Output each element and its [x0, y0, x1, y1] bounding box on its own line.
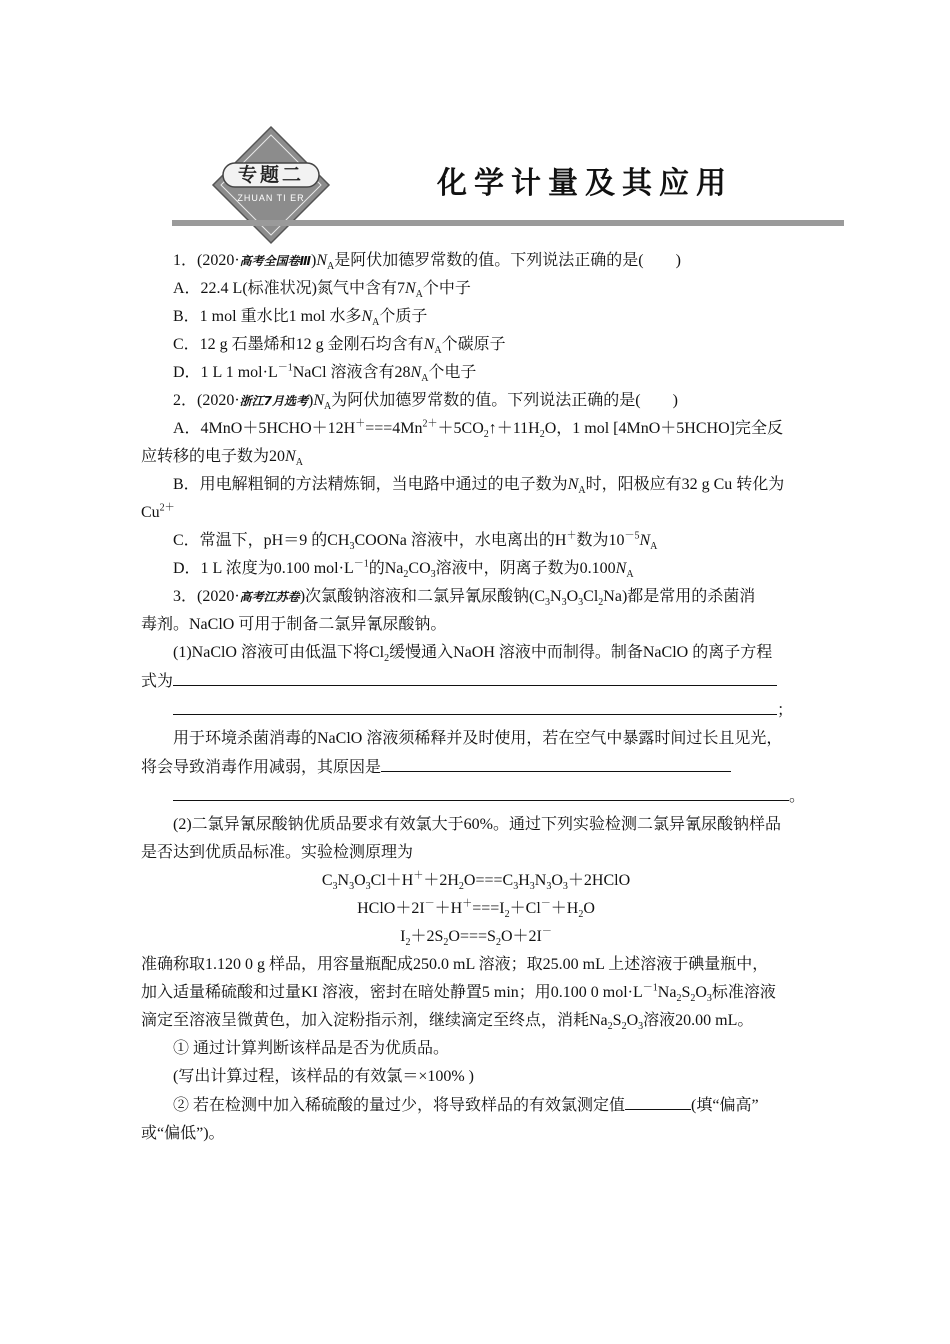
q3-part1-reason: 用于环境杀菌消毒的NaClO 溶液须稀释并及时使用，若在空气中暴露时间过长且见光，: [173, 730, 783, 747]
q3-part2: (2)二氯异氰尿酸钠优质品要求有效氯大于60%。通过下列实验检测二氯异氰尿酸钠样品: [173, 816, 781, 833]
q3-subq2: ② 若在检测中加入稀硫酸的量过少，将导致样品的有效氯测定值 (填“偏高”: [141, 1091, 811, 1120]
answer-blank-reason[interactable]: [381, 753, 731, 772]
header-divider: [172, 220, 844, 226]
equation-3: $I_2+2S_2O===S_2O+2I^-$: [400, 926, 552, 949]
q3-part1-reason-line: 将会导致消毒作用减弱，其原因是: [141, 753, 811, 782]
q2-option-b-cont: $Cu^{2+}$: [141, 502, 175, 521]
q3-part2-cont: 是否达到优质品标准。实验检测原理为: [141, 844, 414, 861]
q2-option-a-cont: 应转移的电子数为$20N_A$: [141, 448, 303, 469]
q1-option-b: B．1 mol 重水比1 mol 水多$N_A$个质子: [173, 308, 428, 329]
chapter-header: [0, 0, 950, 245]
page-title: 化学计量及其应用: [437, 166, 733, 201]
document-body: [141, 247, 811, 1148]
q3-part1-reason-line2: 。: [141, 782, 811, 811]
chapter-badge-title: 专题二: [237, 164, 304, 186]
q2-option-a: A．$4MnO+5HCHO+12H^+===4Mn^{2+}+5CO_2↑+11H_2O$，1 mol [4MnO＋5HCHO]完全反: [173, 418, 783, 441]
q3-part1-answer-line1: 式为: [141, 667, 811, 696]
q2-source: 浙江7月选考: [239, 394, 309, 408]
chapter-badge-pinyin: ZHUAN TI ER: [237, 193, 305, 203]
q1-source: 高考全国卷Ⅲ: [239, 254, 312, 268]
equation-1: $C_3N_3O_3Cl+H^++2H_2O===C_3H_3N_3O_3+2HClO$: [321, 870, 631, 893]
q2-option-d: D．1 L 浓度为0.100 $mol\cdot L^{-1}$的$Na_2CO_3$溶液中，阴离子数为$0.100N_A$: [173, 558, 634, 581]
q1-option-c: C．12 g 石墨烯和12 g 金刚石均含有$N_A$个碳原子: [173, 336, 506, 357]
q3-stem: 3．(2020·高考江苏卷)次氯酸钠溶液和二氯异氰尿酸钠$(C_3N_3O_3Cl_2Na)$都是常用的杀菌消: [173, 588, 756, 609]
q3-procedure-cont2: 滴定至溶液呈微黄色，加入淀粉指示剂，继续滴定至终点，消耗$Na_2S_2O_3$溶液20.00 mL。: [141, 1012, 754, 1033]
q3-stem-cont: 毒剂。NaClO 可用于制备二氯异氰尿酸钠。: [141, 616, 447, 633]
q3-procedure-cont1: 加入适量稀硫酸和过量KI 溶液，密封在暗处静置5 min；用0.100 0 $mol\cdot L^{-1}Na_2S_2O_3$标准溶液: [141, 982, 776, 1005]
answer-blank-effect[interactable]: [625, 1091, 691, 1110]
answer-blank-equation-cont[interactable]: [173, 696, 777, 715]
q3-procedure: 准确称取1.120 0 g 样品，用容量瓶配成250.0 mL 溶液；取25.00 mL 上述溶液于碘量瓶中，: [141, 956, 769, 973]
answer-blank-reason-cont[interactable]: [173, 782, 789, 801]
q1-option-d: D．1 L 1 $mol\cdot L^{-1}NaCl$ 溶液含有$28N_A$个电子: [173, 362, 477, 385]
q3-part1-answer-line2: ；: [141, 696, 811, 725]
q3-source: 高考江苏卷: [239, 590, 300, 604]
answer-blank-equation[interactable]: [173, 667, 777, 686]
q2-stem: 2．(2020·浙江7月选考)$N_A$为阿伏加德罗常数的值。下列说法正确的是( ): [173, 392, 678, 413]
q1-stem: 1．(2020·高考全国卷$Ⅲ)N_A$是阿伏加德罗常数的值。下列说法正确的是( ): [173, 252, 681, 273]
q2-option-b: B．用电解粗铜的方法精炼铜，当电路中通过的电子数为$N_A$时，阳极应有32 g Cu 转化为: [173, 476, 785, 497]
q2-option-c: C．常温下，pH＝9 的$CH_3COONa$ 溶液中，水电离出的H＋数为$10^{-5}N_A$: [173, 530, 658, 553]
equation-2: $HClO+2I^-+H^+===I_2+Cl^-+H_2O$: [357, 898, 595, 921]
q3-subq2-cont: 或“偏低”)。: [141, 1125, 225, 1142]
q3-subq1: ① 通过计算判断该样品是否为优质品。: [173, 1040, 450, 1057]
q3-part1: (1)NaClO 溶液可由低温下将$Cl_2$缓慢通入NaOH 溶液中而制得。制备NaClO 的离子方程: [173, 644, 773, 665]
q1-option-a: A．22.4 L(标准状况)氮气中含有$7N_A$个中子: [173, 280, 471, 301]
q3-subq1-hint: (写出计算过程，该样品的有效氯＝×100% ): [173, 1068, 475, 1085]
